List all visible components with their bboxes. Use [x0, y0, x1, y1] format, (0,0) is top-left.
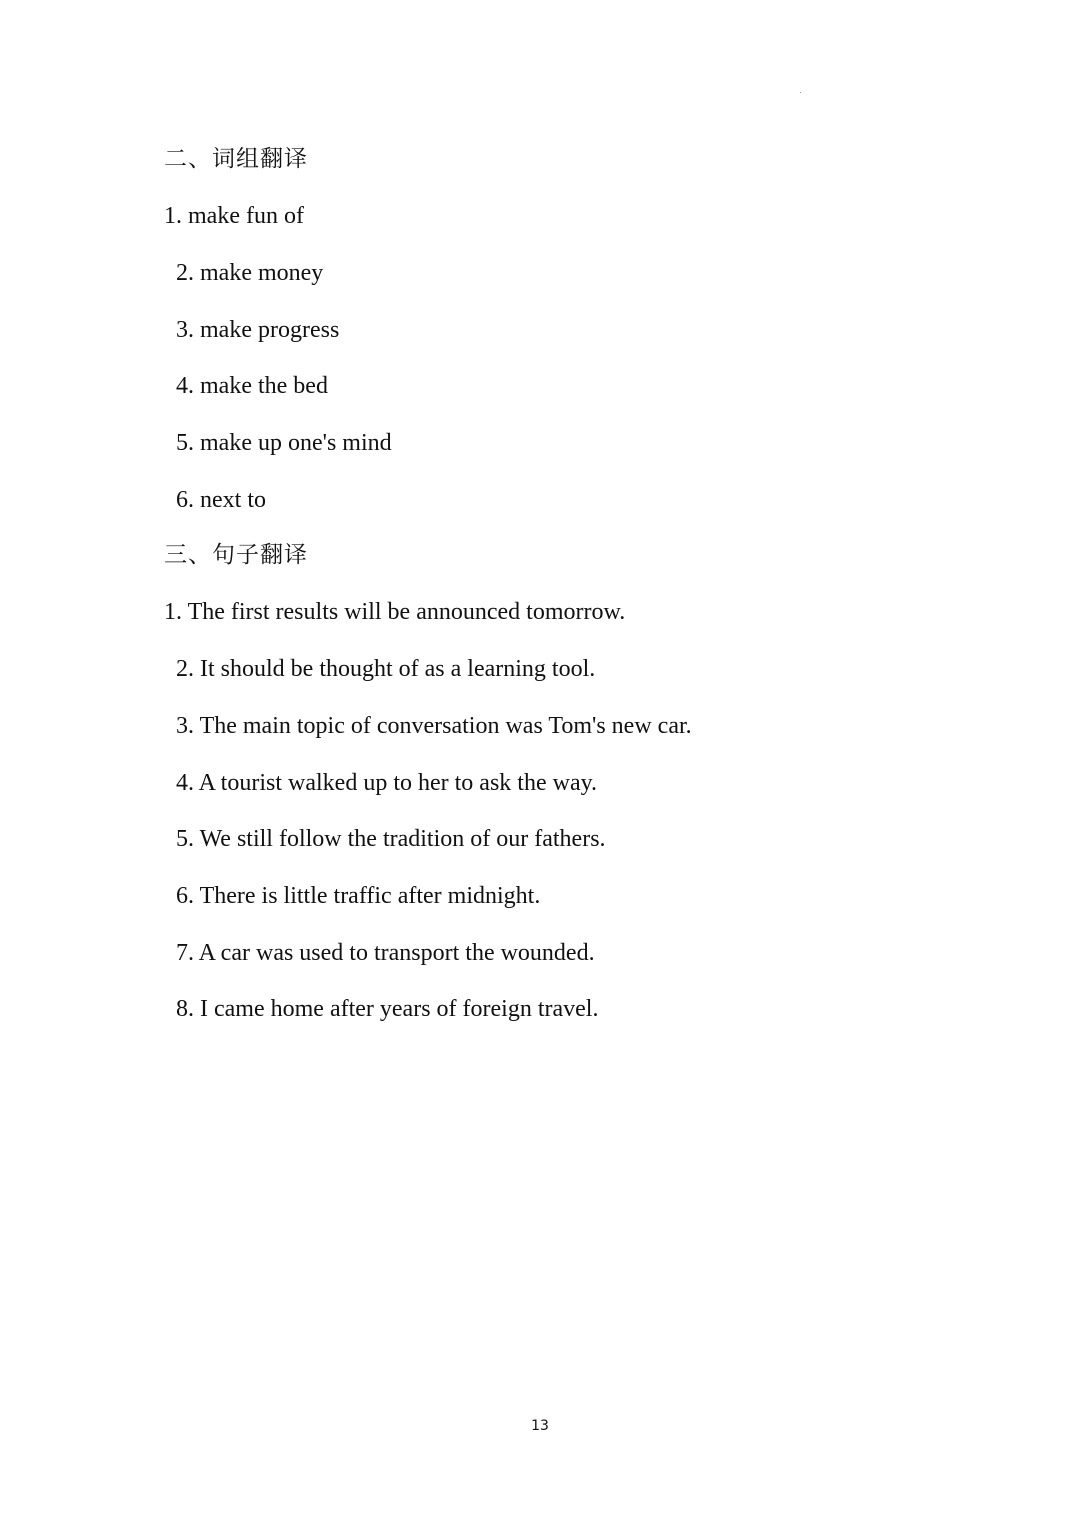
section-2-heading: 二、词组翻译	[164, 146, 308, 172]
section-3-heading: 三、句子翻译	[164, 542, 308, 568]
sentence-item: 6. There is little traffic after midnight.	[176, 883, 541, 909]
sentence-item: 8. I came home after years of foreign travel.	[176, 996, 599, 1022]
phrase-item: 3. make progress	[176, 317, 340, 343]
stray-mark	[800, 92, 801, 93]
phrase-item: 2. make money	[176, 260, 324, 286]
phrase-item: 6. next to	[176, 487, 266, 513]
phrase-item: 4. make the bed	[176, 373, 328, 399]
sentence-item: 4. A tourist walked up to her to ask the way.	[176, 770, 598, 796]
sentence-item: 1. The first results will be announced tomorrow.	[164, 599, 626, 625]
phrase-item: 5. make up one's mind	[176, 430, 392, 456]
page-number: 13	[531, 1418, 549, 1434]
sentence-item: 5. We still follow the tradition of our fathers.	[176, 826, 606, 852]
sentence-item: 7. A car was used to transport the wounded.	[176, 940, 595, 966]
phrase-item: 1. make fun of	[164, 203, 304, 229]
sentence-item: 2. It should be thought of as a learning tool.	[176, 656, 596, 682]
sentence-item: 3. The main topic of conversation was Tom's new car.	[176, 713, 692, 739]
